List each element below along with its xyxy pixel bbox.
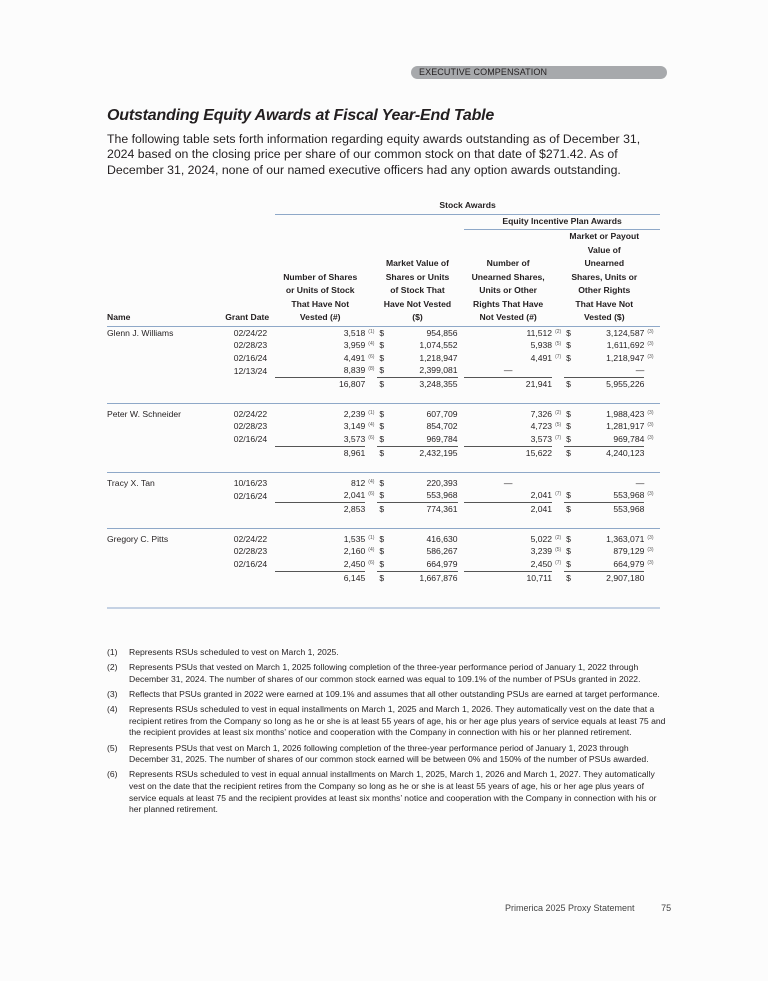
spacer-row [107, 585, 660, 597]
empty-cell [365, 502, 377, 516]
equity-awards-table [107, 199, 660, 597]
column-header-shares-not-vested: Number of Shares or Units of Stock That Have Not Vested (#) [275, 230, 365, 327]
footnote-marker [552, 364, 564, 377]
currency-symbol: $ [377, 364, 388, 377]
currency-symbol [564, 477, 575, 490]
unearned-shares: 2,041 [464, 489, 552, 502]
unearned-shares: 2,450 [464, 558, 552, 571]
stock-awards-group-header: Stock Awards [275, 199, 660, 214]
total-unearned-value: 553,968 [613, 503, 645, 514]
currency-symbol: $ [379, 340, 385, 351]
footnote-marker: (4) [368, 422, 375, 429]
shares-not-vested: 3,149 [343, 421, 366, 432]
table-row [107, 352, 660, 365]
executive-name: Glenn J. Williams [107, 327, 174, 338]
footnote-number: (6) [107, 769, 118, 780]
footnote-marker: (3) [647, 422, 654, 429]
currency-symbol: $ [379, 477, 385, 488]
grant-date: 12/13/24 [233, 365, 268, 376]
unearned-value: 879,129 [613, 546, 645, 557]
executive-name: Peter W. Schneider [107, 408, 182, 419]
spacer-row [107, 516, 660, 529]
currency-symbol: $ [566, 421, 571, 432]
currency-symbol: $ [566, 340, 571, 351]
empty-cell [552, 377, 564, 391]
currency-symbol: $ [379, 408, 385, 419]
footnote-marker: (7) [555, 560, 562, 567]
empty-cell [107, 377, 204, 391]
empty-cell [552, 502, 564, 516]
footnote-text: Represents RSUs scheduled to vest in equal installments on March 1, 2025 and March 1, 2026. They automatically vest on the date that a recipient retires from the Company so long as he or she is at least 55 years of age, his or her age plus years of service equals at least 75 and the recipient provides at least six months’ notice and cooperation with the Company in connection with his or her planned retirement. [129, 704, 666, 738]
shares-not-vested: 4,491 [343, 352, 366, 363]
currency-symbol: $ [379, 421, 385, 432]
footnote-number: (2) [107, 662, 118, 673]
currency-symbol: $ [379, 378, 385, 389]
empty-cell [552, 571, 564, 585]
unearned-shares: 5,938 [530, 340, 553, 351]
market-value-not-vested: 553,968 [388, 489, 457, 502]
executive-name: Gregory C. Pitts [107, 533, 169, 544]
grant-date: 02/28/23 [233, 340, 268, 351]
gap [458, 545, 465, 558]
equity-incentive-plan-header: Equity Incentive Plan Awards [464, 214, 660, 230]
footnote-marker: (1) [368, 328, 375, 335]
market-value-not-vested: 220,393 [426, 477, 458, 488]
empty-cell [204, 377, 275, 391]
market-value-not-vested: 1,218,947 [419, 352, 458, 363]
table-row [107, 420, 660, 433]
unearned-shares: — [503, 477, 513, 488]
currency-symbol: $ [379, 503, 385, 514]
empty-cell [107, 545, 204, 558]
empty-cell [107, 339, 204, 352]
empty-cell [107, 489, 204, 502]
shares-not-vested: 8,839 [275, 364, 365, 377]
page-footer [505, 903, 671, 913]
total-shares-not-vested: 6,145 [343, 572, 366, 583]
footnote-marker: (3) [647, 341, 654, 348]
total-row [107, 571, 660, 585]
currency-symbol: $ [379, 327, 385, 338]
unearned-value: 1,988,423 [606, 408, 645, 419]
footnote-marker: (3) [647, 534, 654, 541]
table-row [107, 339, 660, 352]
empty-cell [204, 446, 275, 460]
currency-symbol: $ [564, 558, 575, 571]
unearned-shares: 3,573 [464, 433, 552, 446]
total-shares-not-vested: 2,853 [343, 503, 366, 514]
currency-symbol: $ [566, 533, 571, 544]
empty-cell [107, 420, 204, 433]
footnote-item [107, 662, 667, 685]
table-row [107, 533, 660, 546]
gap [458, 571, 465, 585]
page-title: Outstanding Equity Awards at Fiscal Year-End Table [107, 107, 495, 124]
unearned-value: 1,281,917 [606, 421, 645, 432]
total-market-value: 2,432,195 [419, 447, 458, 458]
unearned-value: 664,979 [575, 558, 644, 571]
footnote-item [107, 647, 667, 659]
empty-cell [204, 502, 275, 516]
empty-cell [107, 502, 204, 516]
unearned-shares: 7,326 [530, 408, 553, 419]
grant-date: 02/16/24 [233, 434, 268, 445]
grant-date: 02/28/23 [233, 421, 268, 432]
footnote-marker: (2) [555, 534, 562, 541]
column-header-market-value: Market Value of Shares or Units of Stock That Have Not Vested ($) [377, 230, 457, 327]
total-unearned-value: 5,955,226 [606, 378, 645, 389]
intro-paragraph: The following table sets forth information regarding equity awards outstanding as of December 31, 2024 based on the closing price per share of our common stock on that date of $271.42. As of December 31, 2024, none of our named executive officers had any option awards outstanding. [107, 132, 641, 177]
currency-symbol: $ [379, 352, 385, 363]
footnote-marker: (5) [555, 422, 562, 429]
footnote-marker: (6) [368, 491, 375, 498]
footnote-item [107, 743, 667, 766]
footnote-text: Represents PSUs that vest on March 1, 2026 following completion of the three-year performance period of January 1, 2023 through December 31, 2025. The number of shares of our common stock earned will be between 0% and 150% of the number of PSUs awarded. [129, 742, 649, 765]
footnote-marker: (6) [368, 353, 375, 360]
footnote-marker: (2) [555, 328, 562, 335]
currency-symbol: $ [564, 489, 575, 502]
total-unearned-value: 4,240,123 [606, 447, 645, 458]
market-value-not-vested: 954,856 [426, 327, 458, 338]
footnote-marker: (7) [555, 435, 562, 442]
total-unearned-shares: 10,711 [526, 572, 553, 583]
footnote-marker: (3) [647, 409, 654, 416]
shares-not-vested: 1,535 [343, 533, 366, 544]
unearned-shares: — [464, 364, 552, 377]
unearned-value: — [635, 477, 645, 488]
footnote-marker: (3) [647, 560, 654, 567]
market-value-not-vested: 2,399,081 [388, 364, 457, 377]
total-unearned-value: 2,907,180 [606, 572, 645, 583]
unearned-value: 1,363,071 [606, 533, 645, 544]
footnote-marker: (3) [647, 547, 654, 554]
total-unearned-shares: 2,041 [530, 503, 553, 514]
unearned-shares: 4,723 [530, 421, 553, 432]
column-header-unearned-value: Market or Payout Value of Unearned Shares, Units or Other Rights That Have Not Vested ($) [564, 230, 644, 327]
unearned-value: 1,611,692 [606, 340, 645, 351]
currency-symbol: $ [566, 572, 571, 583]
empty-cell [107, 352, 204, 365]
currency-symbol: $ [379, 546, 385, 557]
footnote-marker: (6) [368, 435, 375, 442]
currency-symbol: $ [377, 558, 388, 571]
shares-not-vested: 3,959 [343, 340, 366, 351]
currency-symbol: $ [566, 546, 571, 557]
total-unearned-shares: 21,941 [525, 378, 553, 389]
executive-name: Tracy X. Tan [107, 477, 155, 488]
footnote-marker: (8) [368, 366, 375, 373]
footnote-text: Reflects that PSUs granted in 2022 were earned at 109.1% and assumes that all other outstanding PSUs are earned at target performance. [129, 688, 660, 699]
table-end-rule [107, 607, 660, 609]
currency-symbol: $ [566, 352, 571, 363]
unearned-value: 3,124,587 [606, 327, 645, 338]
empty-cell [107, 364, 204, 377]
spacer-row [107, 460, 660, 473]
currency-symbol: $ [377, 489, 388, 502]
market-value-not-vested: 1,074,552 [419, 340, 458, 351]
grant-date: 02/24/22 [233, 408, 268, 419]
shares-not-vested: 2,239 [343, 408, 366, 419]
gap [458, 533, 465, 546]
unearned-shares: 4,491 [530, 352, 553, 363]
footnote-text: Represents RSUs scheduled to vest on March 1, 2025. [129, 647, 339, 657]
currency-symbol: $ [377, 433, 388, 446]
footnote-number: (5) [107, 742, 118, 753]
total-unearned-shares: 15,622 [525, 447, 553, 458]
table-row [107, 408, 660, 421]
empty-cell [644, 377, 660, 391]
column-header-name: Name [107, 230, 204, 327]
currency-symbol: $ [566, 408, 571, 419]
table-row [107, 558, 660, 571]
market-value-not-vested: 416,630 [426, 533, 458, 544]
market-value-not-vested: 969,784 [388, 433, 457, 446]
total-row [107, 377, 660, 391]
gap [458, 489, 465, 502]
table-row [107, 433, 660, 446]
unearned-value: 969,784 [575, 433, 644, 446]
unearned-value: — [575, 364, 644, 377]
shares-not-vested: 812 [350, 477, 366, 488]
shares-not-vested: 3,573 [275, 433, 365, 446]
unearned-value: 1,218,947 [606, 352, 645, 363]
market-value-not-vested: 586,267 [426, 546, 458, 557]
equity-awards-table-container [107, 199, 660, 609]
empty-cell [644, 502, 660, 516]
grant-date: 02/16/24 [233, 352, 268, 363]
table-row [107, 477, 660, 490]
gap [458, 433, 465, 446]
empty-cell [365, 571, 377, 585]
unearned-shares: 5,022 [530, 533, 553, 544]
table-row [107, 489, 660, 502]
empty-cell [644, 571, 660, 585]
column-header-grant-date: Grant Date [204, 230, 275, 327]
shares-not-vested: 2,160 [343, 546, 366, 557]
unearned-value: 553,968 [575, 489, 644, 502]
currency-symbol: $ [566, 503, 571, 514]
currency-symbol [564, 364, 575, 377]
gap [458, 558, 465, 571]
footnote-marker: (4) [368, 478, 375, 485]
total-shares-not-vested: 16,807 [338, 378, 366, 389]
footnote-marker: (3) [647, 435, 654, 442]
footnote-marker: (1) [368, 409, 375, 416]
unearned-shares: 3,239 [530, 546, 553, 557]
footnote-item [107, 704, 667, 739]
shares-not-vested: 2,041 [275, 489, 365, 502]
unearned-shares: 11,512 [526, 327, 553, 338]
gap [458, 377, 465, 391]
footnote-marker: (7) [555, 491, 562, 498]
footnote-text: Represents RSUs scheduled to vest in equal annual installments on March 1, 2025, March 1, 2026 and March 1, 2027. They automatically vest on the date that the recipient retires from the Company so long as he or she is at least 55 years of age, his or her age plus years of service equals at least 75 and the recipient provides at least six months’ notice and cooperation with the Company in connection with his or her planned retirement. [129, 769, 657, 815]
gap [458, 408, 465, 421]
total-shares-not-vested: 8,961 [343, 447, 366, 458]
total-market-value: 3,248,355 [419, 378, 458, 389]
grant-date: 10/16/23 [233, 477, 268, 488]
empty-cell [644, 446, 660, 460]
grant-date: 02/24/22 [233, 533, 268, 544]
total-row [107, 446, 660, 460]
grant-date: 02/28/23 [233, 546, 268, 557]
footnote-marker: (6) [368, 560, 375, 567]
empty-cell [107, 558, 204, 571]
market-value-not-vested: 854,702 [426, 421, 458, 432]
empty-cell [365, 377, 377, 391]
empty-cell [365, 446, 377, 460]
empty-cell [107, 433, 204, 446]
column-header-unearned-shares: Number of Unearned Shares, Units or Other Rights That Have Not Vested (#) [464, 230, 552, 327]
grant-date: 02/24/22 [233, 327, 268, 338]
empty-cell [204, 571, 275, 585]
footnote-text: Represents PSUs that vested on March 1, 2025 following completion of the three-year performance period of January 1, 2022 through December 31, 2024. The number of shares of our common stock earned was equal to 109.1% of the number of PSUs granted in 2022. [129, 662, 641, 684]
currency-symbol: $ [564, 433, 575, 446]
spacer-row [107, 391, 660, 404]
gap [458, 339, 465, 352]
section-header-pill: EXECUTIVE COMPENSATION [411, 66, 667, 79]
footnote-item [107, 769, 667, 815]
publication-name: Primerica 2025 Proxy Statement [505, 903, 635, 913]
market-value-not-vested: 664,979 [388, 558, 457, 571]
table-body [107, 326, 660, 597]
gap [458, 502, 465, 516]
gap [458, 446, 465, 460]
footnote-marker [552, 477, 564, 490]
footnote-marker: (5) [555, 547, 562, 554]
footnote-marker: (7) [555, 353, 562, 360]
gap [458, 352, 465, 365]
empty-cell [107, 446, 204, 460]
gap [458, 364, 465, 377]
footnote-marker: (3) [647, 491, 654, 498]
currency-symbol: $ [379, 533, 385, 544]
total-market-value: 1,667,876 [419, 572, 458, 583]
currency-symbol: $ [566, 378, 571, 389]
footnote-number: (4) [107, 704, 118, 715]
empty-cell [107, 571, 204, 585]
footnote-marker: (5) [555, 341, 562, 348]
currency-symbol: $ [566, 447, 571, 458]
footnote-marker [644, 364, 660, 377]
table-row [107, 545, 660, 558]
market-value-not-vested: 607,709 [426, 408, 458, 419]
gap [458, 477, 465, 490]
footnote-marker: (4) [368, 341, 375, 348]
table-row [107, 364, 660, 377]
grant-date: 02/16/24 [233, 490, 268, 501]
grant-date: 02/16/24 [233, 559, 268, 570]
shares-not-vested: 3,518 [343, 327, 366, 338]
shares-not-vested: 2,450 [275, 558, 365, 571]
total-row [107, 502, 660, 516]
empty-cell [552, 446, 564, 460]
footnote-marker: (4) [368, 547, 375, 554]
page-number: 75 [661, 903, 672, 913]
footnote-marker: (2) [555, 409, 562, 416]
currency-symbol: $ [379, 572, 385, 583]
footnote-item [107, 689, 667, 701]
total-market-value: 774,361 [426, 503, 458, 514]
footnote-marker: (1) [368, 534, 375, 541]
gap [458, 420, 465, 433]
footnote-marker: (3) [647, 328, 654, 335]
currency-symbol: $ [566, 327, 571, 338]
footnote-marker: (3) [647, 353, 654, 360]
footnotes [107, 647, 667, 819]
footnote-number: (3) [107, 688, 118, 699]
table-row [107, 326, 660, 339]
footnote-number: (1) [107, 647, 118, 657]
currency-symbol: $ [379, 447, 385, 458]
gap [458, 326, 465, 339]
footnote-marker [644, 477, 660, 490]
